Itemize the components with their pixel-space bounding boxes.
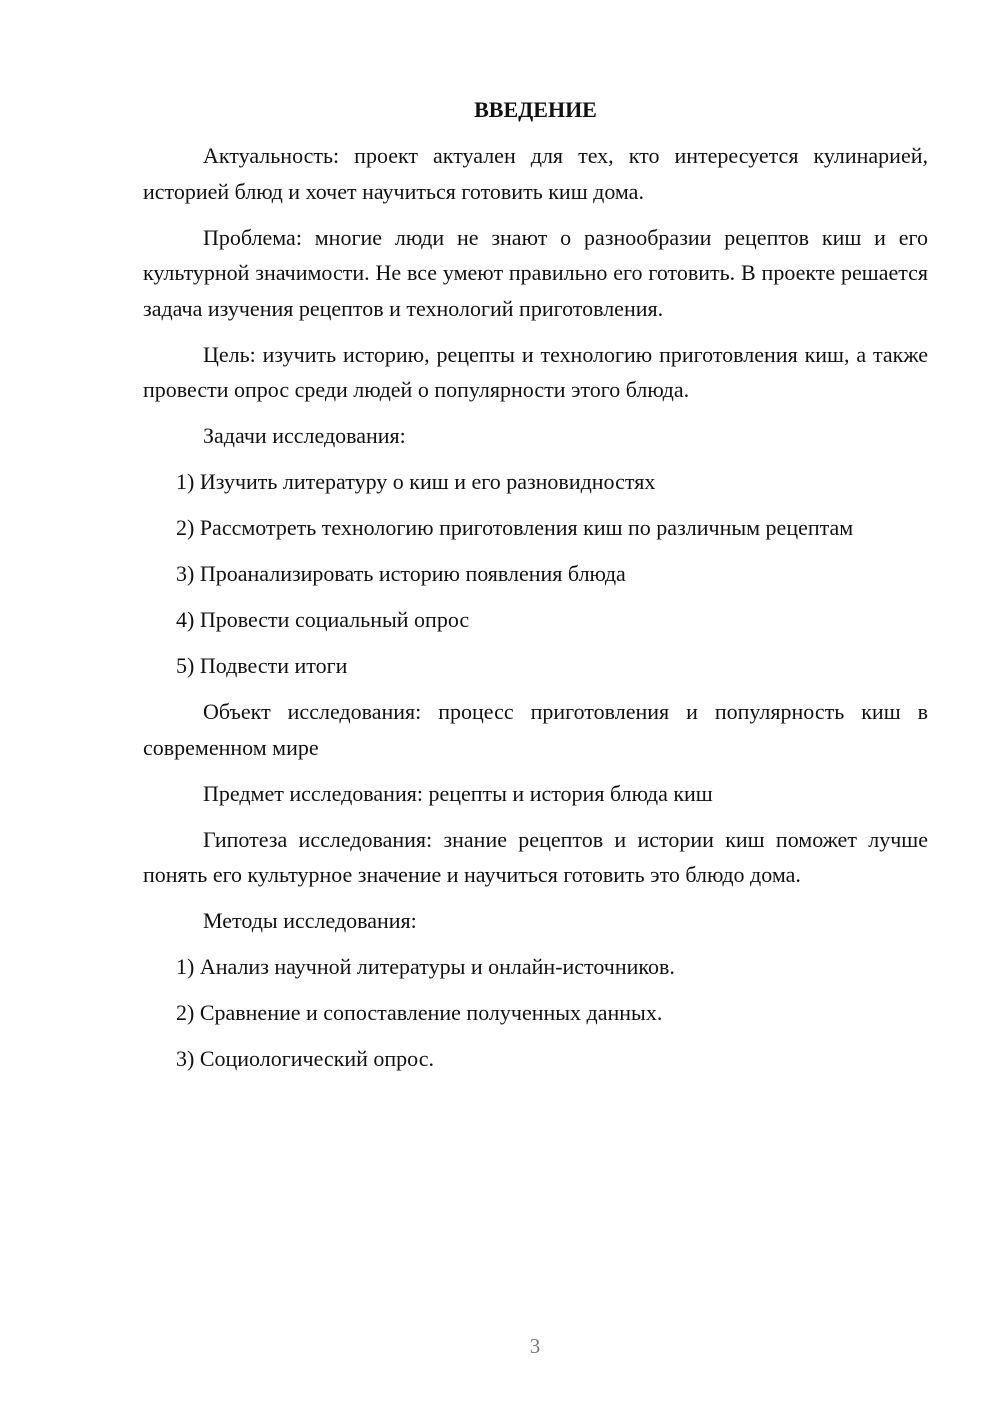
task-item: 5) Подвести итоги — [176, 653, 348, 678]
task-item: 2) Рассмотреть технологию приготовления киш по различным рецептам — [176, 515, 854, 540]
methods-heading: Методы исследования: — [203, 908, 417, 933]
subject-paragraph: Предмет исследования: рецепты и история блюда киш — [203, 780, 713, 806]
page-number: 3 — [529, 1334, 541, 1358]
tasks-heading: Задачи исследования: — [203, 423, 406, 448]
relevance-paragraph: Актуальность: проект актуален для тех, кто интересуется кулинарией, историей блюд и хочет научиться готовить киш дома. — [143, 143, 928, 204]
task-item: 3) Проанализировать историю появления блюда — [176, 561, 626, 586]
object-paragraph: Объект исследования: процесс приготовления и популярность киш в современном мире — [143, 699, 928, 760]
method-item: 1) Анализ научной литературы и онлайн-источников. — [176, 954, 675, 979]
section-title: ВВЕДЕНИЕ — [474, 97, 597, 122]
page-content — [143, 92, 928, 1087]
task-item: 1) Изучить литературу о киш и его разновидностях — [176, 469, 656, 494]
problem-paragraph: Проблема: многие люди не знают о разнообразии рецептов киш и его культурной значимости. Не все умеют правильно его готовить. В проекте решается задача изучения рецептов и технологий приготовления. — [143, 224, 928, 321]
task-item: 4) Провести социальный опрос — [176, 607, 470, 632]
goal-paragraph: Цель: изучить историю, рецепты и технологию приготовления киш, а также провести опрос среди людей о популярности этого блюда. — [143, 341, 928, 402]
method-item: 3) Социологический опрос. — [176, 1046, 434, 1071]
hypothesis-paragraph: Гипотеза исследования: знание рецептов и истории киш поможет лучше понять его культурное значение и научиться готовить это блюдо дома. — [143, 826, 928, 887]
method-item: 2) Сравнение и сопоставление полученных данных. — [176, 1000, 663, 1025]
